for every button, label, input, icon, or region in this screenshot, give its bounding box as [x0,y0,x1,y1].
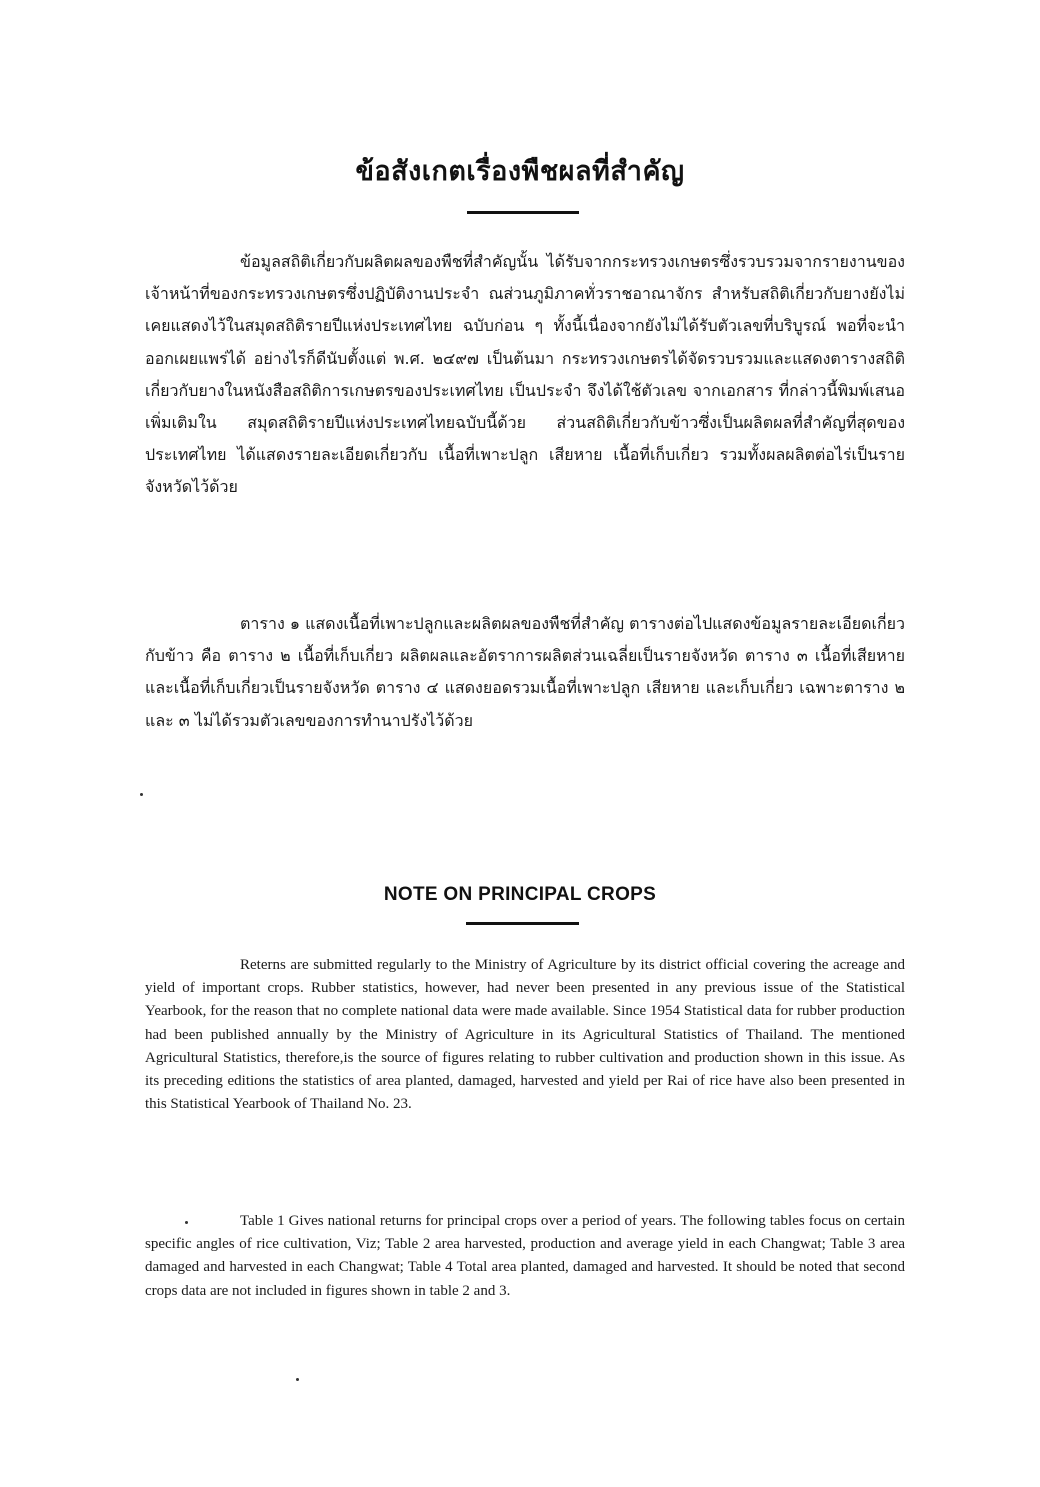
thai-title-underline [467,211,579,214]
thai-paragraph-2: ตาราง ๑ แสดงเนื้อที่เพาะปลูกและผลิตผลของพืชที่สำคัญ ตารางต่อไปแสดงข้อมูลรายละเอียดเกี่ยวกับข้าว คือ ตาราง ๒ เนื้อที่เก็บเกี่ยว ผลิตผลและอัตราการผลิตส่วนเฉลี่ยเป็นรายจังหวัด ตาราง ๓ เนื้อที่เสียหาย และเนื้อที่เก็บเกี่ยวเป็นรายจังหวัด ตาราง ๔ แสดงยอดรวมเนื้อที่เพาะปลูก เสียหาย และเก็บเกี่ยว เฉพาะตาราง ๒ และ ๓ ไม่ได้รวมตัวเลขของการทำนาปรังไว้ด้วย [145,614,905,730]
english-paragraph-2-block [145,1210,905,1303]
english-paragraph-1-block [145,954,905,1116]
english-paragraph-2: Table 1 Gives national returns for principal crops over a period of years. The following tables focus on certain specific angles of rice cultivation, Viz; Table 2 area harvested, production and average yield in each Changwat; Table 3 area damaged and harvested in each Changwat; Table 4 Total area planted, damaged and harvested. It should be noted that second crops data are not included in figures shown in table 2 and 3. [145,1213,905,1299]
scan-speck [296,1378,299,1381]
thai-section-title: ข้อสังเกตเรื่องพืชผลที่สำคัญ [355,156,685,187]
english-section-title: NOTE ON PRINCIPAL CROPS [383,884,657,905]
english-paragraph-1: Reterns are submitted regularly to the Ministry of Agriculture by its district official covering the acreage and yield of important crops. Rubber statistics, however, had never been presented in any previous issue of the Statistical Yearbook, for the reason that no complete national data were made available. Since 1954 Statistical data for rubber production had been published annually by the Ministry of Agriculture in its Agricultural Statistics of Thailand. The mentioned Agricultural Statistics, therefore,is the source of figures relating to rubber cultivation and production shown in this issue. As its preceding editions the statistics of area planted, damaged, harvested and yield per Rai of rice have also been presented in this Statistical Yearbook of Thailand No. 23. [145,957,905,1113]
thai-paragraph-2-block [145,608,905,737]
scan-speck [140,793,143,796]
thai-paragraph-1-block [145,246,905,504]
english-title-underline [466,922,579,925]
scan-speck [185,1221,188,1224]
thai-paragraph-1: ข้อมูลสถิติเกี่ยวกับผลิตผลของพืชที่สำคัญนั้น ได้รับจากกระทรวงเกษตรซึ่งรวบรวมจากรายงานของเจ้าหน้าที่ของกระทรวงเกษตรซึ่งปฏิบัติงานประจำ ณส่วนภูมิภาคทั่วราชอาณาจักร สำหรับสถิติเกี่ยวกับยางยังไม่เคยแสดงไว้ในสมุดสถิติรายปีแห่งประเทศไทย ฉบับก่อน ๆ ทั้งนี้เนื่องจากยังไม่ได้รับตัวเลขที่บริบูรณ์ พอที่จะนำออกเผยแพร่ได้ อย่างไรก็ดีนับตั้งแต่ พ.ศ. ๒๔๙๗ เป็นต้นมา กระทรวงเกษตรได้จัดรวบรวมและแสดงตารางสถิติเกี่ยวกับยางในหนังสือสถิติการเกษตรของประเทศไทย เป็นประจำ จึงได้ใช้ตัวเลข จากเอกสาร ที่กล่าวนี้พิมพ์เสนอเพิ่มเติมใน สมุดสถิติรายปีแห่งประเทศไทยฉบับนี้ด้วย ส่วนสถิติเกี่ยวกับข้าวซึ่งเป็นผลิตผลที่สำคัญที่สุดของประเทศไทย ได้แสดงรายละเอียดเกี่ยวกับ เนื้อที่เพาะปลูก เสียหาย เนื้อที่เก็บเกี่ยว รวมทั้งผลผลิตต่อไร่เป็นรายจังหวัดไว้ด้วย [145,252,905,497]
